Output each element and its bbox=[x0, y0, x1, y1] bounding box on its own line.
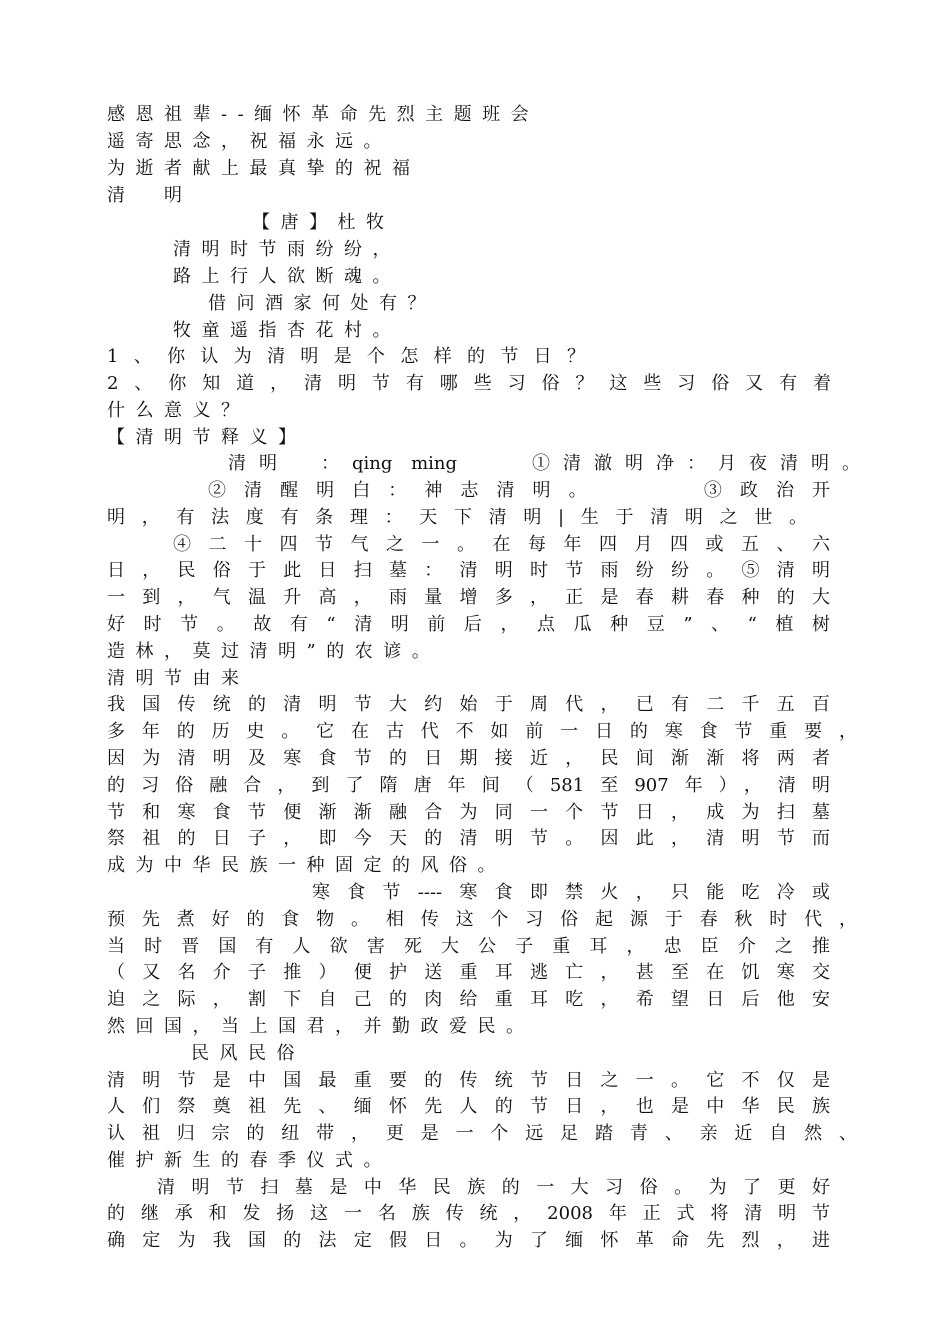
question-line: 什么意义？ bbox=[107, 400, 250, 421]
body-line: 确定为我国的法定假日。为了缅怀革命先烈，进 bbox=[107, 1230, 830, 1251]
body-line: 迫之际，割下自己的肉给重耳吃，希望日后他安 bbox=[107, 989, 830, 1010]
body-line: 多年的历史。它在古代不如前一日的寒食节重要， bbox=[107, 721, 857, 742]
question-line: 1、你认为清明是个怎样的节日？ bbox=[107, 346, 585, 367]
subtitle-line: 为逝者献上最真挚的祝福 bbox=[107, 158, 421, 179]
body-line: 明，有法度有条理：天下清明|生于清明之世。 bbox=[107, 507, 807, 528]
poem-author: 【唐】杜牧 bbox=[252, 212, 395, 233]
body-line: ②清醒明白：神志清明。 ③政治开 bbox=[208, 480, 830, 501]
section-heading: 民风民俗 bbox=[191, 1043, 305, 1064]
poem-title: 清 明 bbox=[107, 185, 193, 206]
body-line: 寒食节----寒食即禁火，只能吃冷或 bbox=[312, 882, 830, 903]
poem-line: 牧童遥指杏花村。 bbox=[173, 320, 401, 341]
poem-line: 路上行人欲断魂。 bbox=[173, 266, 401, 287]
body-line: 造林，莫过清明”的农谚。 bbox=[107, 641, 441, 662]
body-line: 节和寒食节便渐渐融合为同一个节日，成为扫墓 bbox=[107, 802, 830, 823]
body-line: 因为清明及寒食节的日期接近，民间渐渐将两者 bbox=[107, 748, 830, 769]
body-line: （又名介子推）便护送重耳逃亡，甚至在饥寒交 bbox=[107, 962, 830, 983]
body-line: 的习俗融合，到了隋唐年间（581至907年），清明 bbox=[107, 775, 830, 796]
body-line: 成为中华民族一种固定的风俗。 bbox=[107, 855, 506, 876]
body-line: 一到，气温升高，雨量增多，正是春耕春种的大 bbox=[107, 587, 830, 608]
body-line: 的继承和发扬这一名族传统，2008年正式将清明节 bbox=[107, 1203, 830, 1224]
body-line: 预先煮好的食物。相传这个习俗起源于春秋时代， bbox=[107, 909, 857, 930]
body-line: 清明节扫墓是中华民族的一大习俗。为了更好 bbox=[157, 1177, 830, 1198]
body-line: 然回国，当上国君，并勤政爱民。 bbox=[107, 1016, 535, 1037]
body-line: 日，民俗于此日扫墓：清明时节雨纷纷。⑤清明 bbox=[107, 560, 830, 581]
section-heading: 清明节由来 bbox=[107, 668, 250, 689]
question-line: 2、你知道，清明节有哪些习俗？这些习俗又有着 bbox=[107, 373, 831, 394]
body-line: 我国传统的清明节大约始于周代，已有二千五百 bbox=[107, 694, 830, 715]
subtitle-line: 遥寄思念，祝福永远。 bbox=[107, 131, 392, 152]
body-line: 清明节是中国最重要的传统节日之一。它不仅是 bbox=[107, 1070, 830, 1091]
body-line: 祭祖的日子，即今天的清明节。因此，清明节而 bbox=[107, 828, 830, 849]
poem-line: 借问酒家何处有？ bbox=[208, 293, 436, 314]
poem-line: 清明时节雨纷纷， bbox=[173, 239, 401, 260]
body-line: 认祖归宗的纽带，更是一个远足踏青、亲近自然、 bbox=[107, 1123, 857, 1144]
document-title: 感恩祖辈--缅怀革命先烈主题班会 bbox=[107, 104, 540, 125]
body-line: 清明 ：qing ming ①清澈明净：月夜清明。 bbox=[228, 453, 860, 474]
section-heading: 【清明节释义】 bbox=[107, 427, 307, 448]
body-line: 当时晋国有人欲害死大公子重耳，忠臣介之推 bbox=[107, 936, 830, 957]
body-line: 好时节。故有“清明前后，点瓜种豆”、“植树 bbox=[107, 614, 830, 635]
body-line: 人们祭奠祖先、缅怀先人的节日，也是中华民族 bbox=[107, 1096, 830, 1117]
body-line: 催护新生的春季仪式。 bbox=[107, 1150, 392, 1171]
body-line: ④二十四节气之一。在每年四月四或五、六 bbox=[173, 534, 830, 555]
